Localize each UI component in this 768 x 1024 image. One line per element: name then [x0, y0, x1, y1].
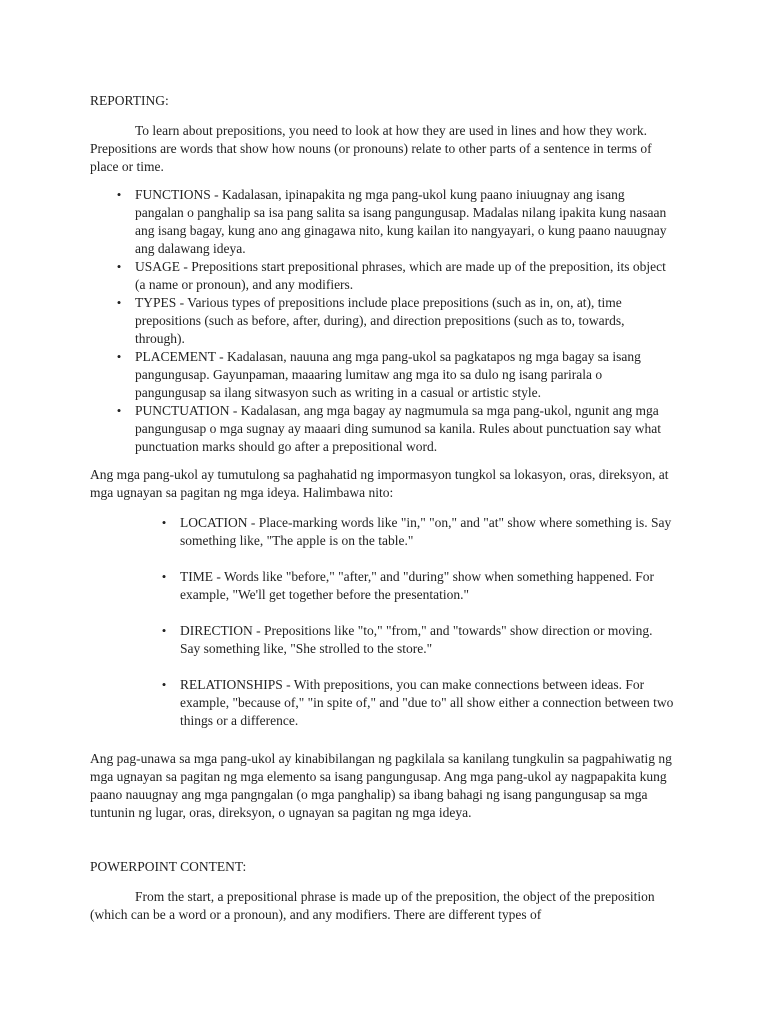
- document-page: [90, 92, 676, 924]
- list-item-placement: [116, 348, 676, 402]
- bullet-icon: •: [116, 259, 122, 274]
- bullet-icon: •: [116, 403, 122, 418]
- list-item-text: LOCATION - Place-marking words like "in," "on," and "at" show where something is. Say something like, "The apple is on the table.": [180, 515, 672, 548]
- bullet-icon: •: [116, 187, 122, 202]
- list-item-text: FUNCTIONS - Kadalasan, ipinapakita ng mga pang-ukol kung paano iniuugnay ang isang pangalan o panghalip sa isa pang salita sa isang pangungusap. Madalas nilang ipakita kung nasaan ang isang bagay, kung ano ang ginagawa nito, kung kailan ito nangyayari, o kung paano nauugnay ang dalawang ideya.: [135, 187, 667, 256]
- bullet-icon: •: [161, 677, 167, 692]
- powerpoint-heading: POWERPOINT CONTENT:: [90, 859, 247, 874]
- bullet-icon: •: [161, 569, 167, 584]
- list-item-text: DIRECTION - Prepositions like "to," "from," and "towards" show direction or moving. Say something like, "She strolled to the store.": [180, 623, 653, 656]
- list-item-punctuation: [116, 402, 676, 456]
- list-item-relationships: [161, 676, 676, 730]
- list-item-text: RELATIONSHIPS - With prepositions, you can make connections between ideas. For example, "because of," "in spite of," and "due to" all show either a connection between two things or a difference.: [180, 677, 674, 728]
- bullet-icon: •: [161, 515, 167, 530]
- list-item-usage: [116, 258, 676, 294]
- bullet-icon: •: [116, 349, 122, 364]
- reporting-intro-paragraph: To learn about prepositions, you need to look at how they are used in lines and how they work. Prepositions are words that show how nouns (or pronouns) relate to other parts of a sentence in terms of place or time.: [90, 123, 652, 174]
- list-item-direction: [161, 622, 676, 658]
- list-item-text: USAGE - Prepositions start prepositional phrases, which are made up of the preposition, its object (a name or pronoun), and any modifiers.: [135, 259, 666, 292]
- bullet-icon: •: [161, 623, 167, 638]
- powerpoint-paragraph: From the start, a prepositional phrase is made up of the preposition, the object of the preposition (which can be a word or a pronoun), and any modifiers. There are different types of: [90, 889, 655, 922]
- list-item-text: TYPES - Various types of prepositions include place prepositions (such as in, on, at), time prepositions (such as before, after, during), and direction prepositions (such as to, towards, through).: [135, 295, 625, 346]
- examples-bullet-list: [161, 514, 676, 730]
- list-item-text: TIME - Words like "before," "after," and "during" show when something happened. For example, "We'll get together before the presentation.": [180, 569, 654, 602]
- examples-intro-paragraph: Ang mga pang-ukol ay tumutulong sa paghahatid ng impormasyon tungkol sa lokasyon, oras, direksyon, at mga ugnayan sa pagitan ng mga ideya. Halimbawa nito:: [90, 467, 669, 500]
- list-item-functions: [116, 186, 676, 258]
- reporting-bullet-list: [116, 186, 676, 456]
- list-item-text: PLACEMENT - Kadalasan, nauuna ang mga pang-ukol sa pagkatapos ng mga bagay sa isang pangungusap. Gayunpaman, maaaring lumitaw ang mga ito sa dulo ng isang parirala o pangungusap sa ilang sitwasyon such as writing in a casual or artistic style.: [135, 349, 641, 400]
- list-item-time: [161, 568, 676, 604]
- reporting-heading: REPORTING:: [90, 93, 169, 108]
- list-item-text: PUNCTUATION - Kadalasan, ang mga bagay ay nagmumula sa mga pang-ukol, ngunit ang mga pangungusap o mga sugnay ay maaari ding sumunod sa kanila. Rules about punctuation say what punctuation marks should go after a prepositional word.: [135, 403, 662, 454]
- list-item-location: [161, 514, 676, 550]
- bullet-icon: •: [116, 295, 122, 310]
- list-item-types: [116, 294, 676, 348]
- understanding-paragraph: Ang pag-unawa sa mga pang-ukol ay kinabibilangan ng pagkilala sa kanilang tungkulin sa pagpahiwatig ng mga ugnayan sa pagitan ng mga elemento sa isang pangungusap. Ang mga pang-ukol ay nagpapakita kung paano nauugnay ang mga pangngalan (o mga panghalip) sa ibang bahagi ng isang pangungusap sa mga tuntunin ng lugar, oras, direksyon, o ugnayan sa pagitan ng mga ideya.: [90, 751, 672, 820]
